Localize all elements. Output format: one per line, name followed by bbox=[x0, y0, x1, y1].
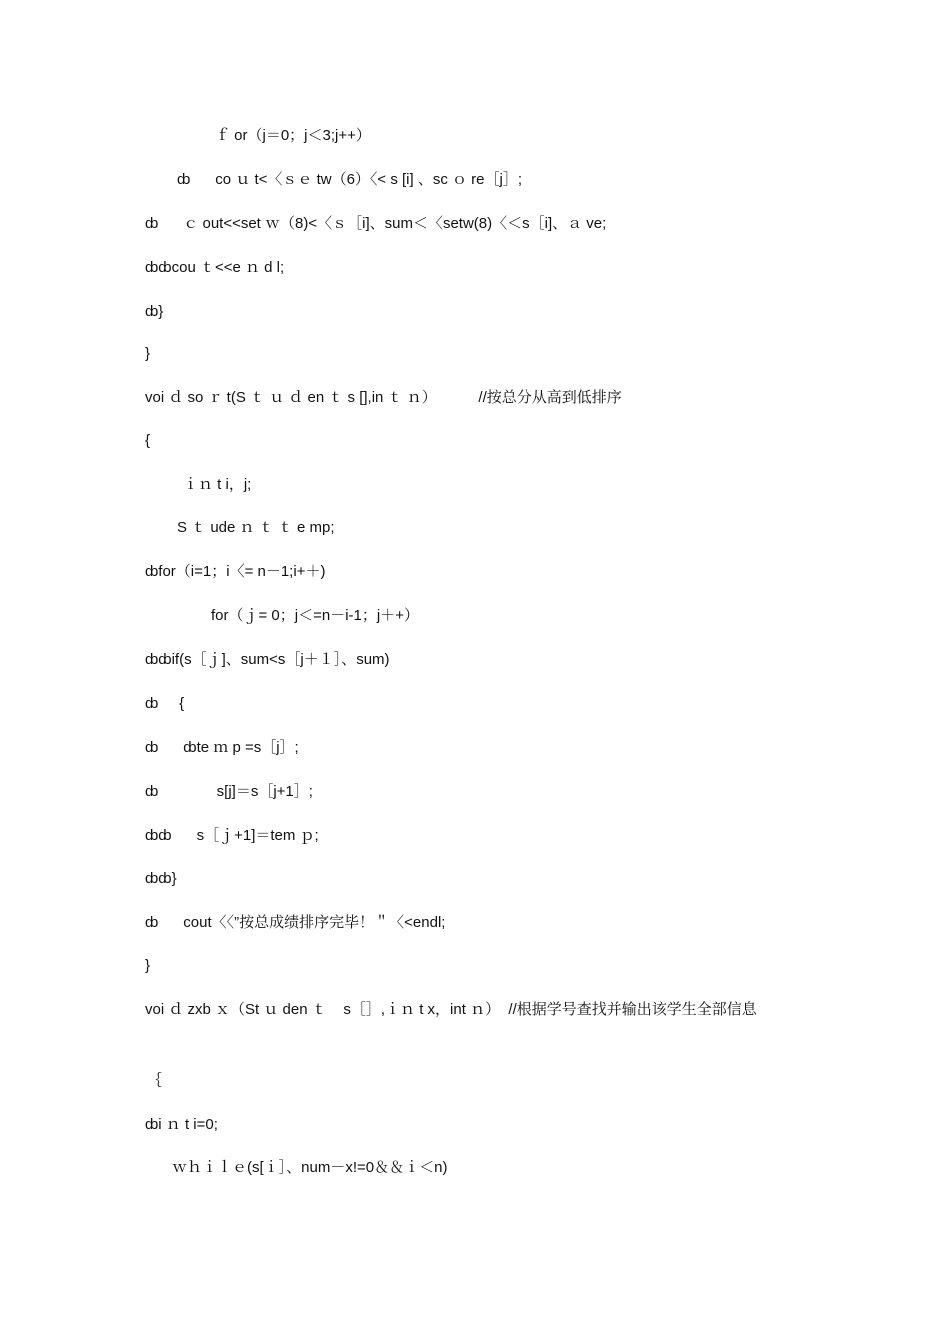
code-line: } bbox=[145, 345, 151, 362]
code-line: ȸ s[j]＝s［j+1］; bbox=[145, 783, 313, 800]
code-line: for（ｊ= 0；j＜=n－i-1；j＋+） bbox=[211, 607, 419, 624]
code-line: ȸ cout〈〈”按总成绩排序完毕！＂〈<endl; bbox=[145, 914, 446, 931]
code-line: ｗｈｉｌｅ(s[ｉ］、num－x!=0＆＆ｉ＜n) bbox=[172, 1159, 448, 1176]
code-line: S ｔ ude ｎ ｔ ｔ e mp; bbox=[177, 519, 335, 536]
code-line: { bbox=[145, 432, 151, 449]
code-line: ȸȸif(s［ｊ]、sum<s［j＋１］、sum) bbox=[145, 651, 390, 668]
code-line: ȸ ȸte ｍ p =s［j］; bbox=[145, 739, 299, 756]
code-line: ȸȸcou ｔ<<e ｎ d l; bbox=[145, 259, 285, 276]
code-line: ȸ} bbox=[145, 303, 164, 320]
code-line: } bbox=[145, 957, 151, 974]
code-line: ｛ bbox=[147, 1072, 163, 1089]
code-line: ȸ co ｕ t<〈ｓｅ tw（6）〈< s [i] 、sc ｏ re［j］; bbox=[177, 171, 523, 188]
code-line: ȸ { bbox=[145, 695, 185, 712]
code-line: ȸȸ s［ｊ+1]＝tem ｐ; bbox=[145, 827, 319, 844]
code-line: ȸȸ} bbox=[145, 870, 177, 887]
code-line: ȸ ｃ out<<set ｗ（8)<〈ｓ［i]、sum＜〈setw(8)〈＜s［i]、ａ ve; bbox=[145, 215, 607, 232]
code-line: voi ｄ zxb ｘ（St ｕ den ｔ s［］,ｉｎ t x，int ｎ） //根据学号查找并输出该学生全部信息 bbox=[145, 1001, 757, 1018]
code-line: ȸfor（i=1；i〈= n－1;i+＋) bbox=[145, 563, 326, 580]
code-line: ｉｎ t i，j; bbox=[183, 476, 252, 493]
code-line: ȸi ｎ t i=0; bbox=[145, 1116, 218, 1133]
code-line: ｆ or（j＝0；j＜3;j++） bbox=[215, 127, 371, 144]
code-line: voi ｄ so ｒ t(S ｔ ｕ ｄ en ｔ s [],in ｔ ｎ） //按总分从高到低排序 bbox=[145, 389, 622, 406]
